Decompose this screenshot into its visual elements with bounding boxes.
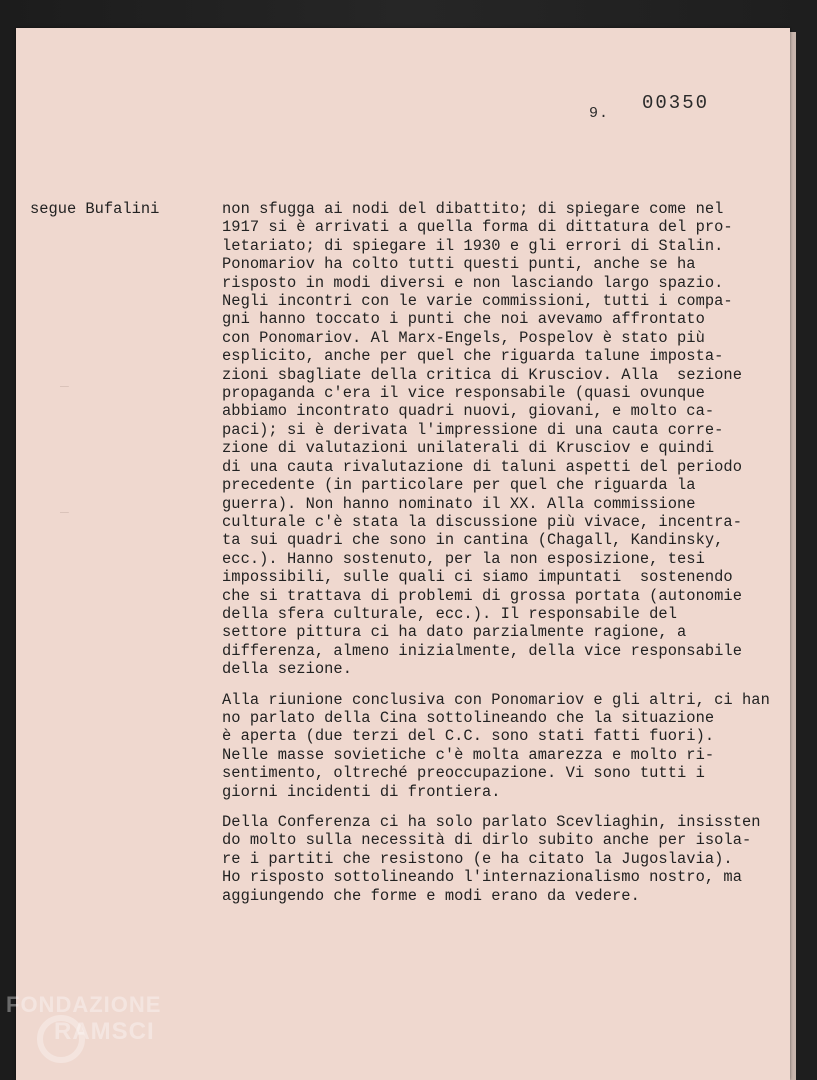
text-line: che si trattava di problemi di grossa portata (autonomie <box>222 586 743 605</box>
text-line: differenza, almeno inizialmente, della vice responsabile <box>222 641 743 660</box>
text-line: ecc.). Hanno sostenuto, per la non esposizione, tesi <box>222 549 705 568</box>
page-number: 9. <box>589 105 610 122</box>
text-line: con Ponomariov. Al Marx-Engels, Pospelov è stato più <box>222 328 705 347</box>
text-line: ta sui quadri che sono in cantina (Chagall, Kandinsky, <box>222 531 724 550</box>
watermark-line-2: RAMSCI <box>54 1018 155 1045</box>
text-line: non sfugga ai nodi del dibattito; di spiegare come nel <box>222 200 724 218</box>
bleed-through-mark <box>60 374 69 389</box>
text-line: re i partiti che resistono (e ha citato la Jugoslavia). <box>222 849 733 868</box>
text-line: giorni incidenti di frontiera. <box>222 782 501 801</box>
text-line: Nelle masse sovietiche c'è molta amarezza e molto ri- <box>222 745 715 764</box>
text-line: Ho risposto sottolineando l'internazionalismo nostro, ma <box>222 868 743 887</box>
text-line: della sezione. <box>222 660 353 679</box>
text-line: settore pittura ci ha dato parzialmente ragione, a <box>222 623 687 642</box>
paragraph <box>222 691 782 801</box>
watermark-logo <box>6 992 206 1072</box>
margin-speaker-label: segue Bufalini <box>30 200 160 218</box>
text-line: gni hanno toccato i punti che noi avevamo affrontato <box>222 310 705 329</box>
text-line: paci); si è derivata l'impressione di una cauta corre- <box>222 420 724 439</box>
text-line: impossibili, sulle quali ci siamo impuntati sostenendo <box>222 568 733 587</box>
text-line: Della Conferenza ci ha solo parlato Scevliaghin, insissten <box>222 813 761 831</box>
text-line: aggiungendo che forme e modi erano da vedere. <box>222 886 640 905</box>
document-number-stamp: 00350 <box>642 92 710 114</box>
text-line: abbiamo incontrato quadri nuovi, giovani, e molto ca- <box>222 402 715 421</box>
paragraph <box>222 200 782 679</box>
text-line: culturale c'è stata la discussione più vivace, incentra- <box>222 512 743 531</box>
text-line: do molto sulla necessità di dirlo subito anche per isola- <box>222 831 752 850</box>
text-line: sentimento, oltreché preoccupazione. Vi sono tutti i <box>222 764 705 783</box>
text-line: è aperta (due terzi del C.C. sono stati fatti fuori). <box>222 727 715 746</box>
text-line: guerra). Non hanno nominato il XX. Alla commissione <box>222 494 696 513</box>
bleed-through-mark <box>60 500 69 515</box>
text-line: di una cauta rivalutazione di taluni aspetti del periodo <box>222 457 743 476</box>
paragraph <box>222 813 782 905</box>
watermark-line-1: FONDAZIONE <box>6 992 162 1017</box>
text-line: zioni sbagliate della critica di Krusciov. Alla sezione <box>222 365 743 384</box>
text-line: esplicito, anche per quel che riguarda talune imposta- <box>222 347 724 366</box>
text-line: Ponomariov ha colto tutti questi punti, anche se ha <box>222 255 696 274</box>
typed-body-text <box>222 200 782 917</box>
text-line: propaganda c'era il vice responsabile (quasi ovunque <box>222 384 705 403</box>
text-line: Negli incontri con le varie commissioni, tutti i compa- <box>222 292 733 311</box>
text-line: letariato; di spiegare il 1930 e gli errori di Stalin. <box>222 236 724 255</box>
page-edge <box>790 32 796 1080</box>
text-line: no parlato della Cina sottolineando che la situazione <box>222 708 715 727</box>
text-line: della sfera culturale, ecc.). Il responsabile del <box>222 604 678 623</box>
text-line: 1917 si è arrivati a quella forma di dittatura del pro- <box>222 218 733 237</box>
text-line: precedente (in particolare per quel che riguarda la <box>222 476 696 495</box>
text-line: risposto in modi diversi e non lasciando largo spazio. <box>222 273 724 292</box>
text-line: zione di valutazioni unilaterali di Krusciov e quindi <box>222 439 715 458</box>
text-line: Alla riunione conclusiva con Ponomariov e gli altri, ci han <box>222 690 770 709</box>
